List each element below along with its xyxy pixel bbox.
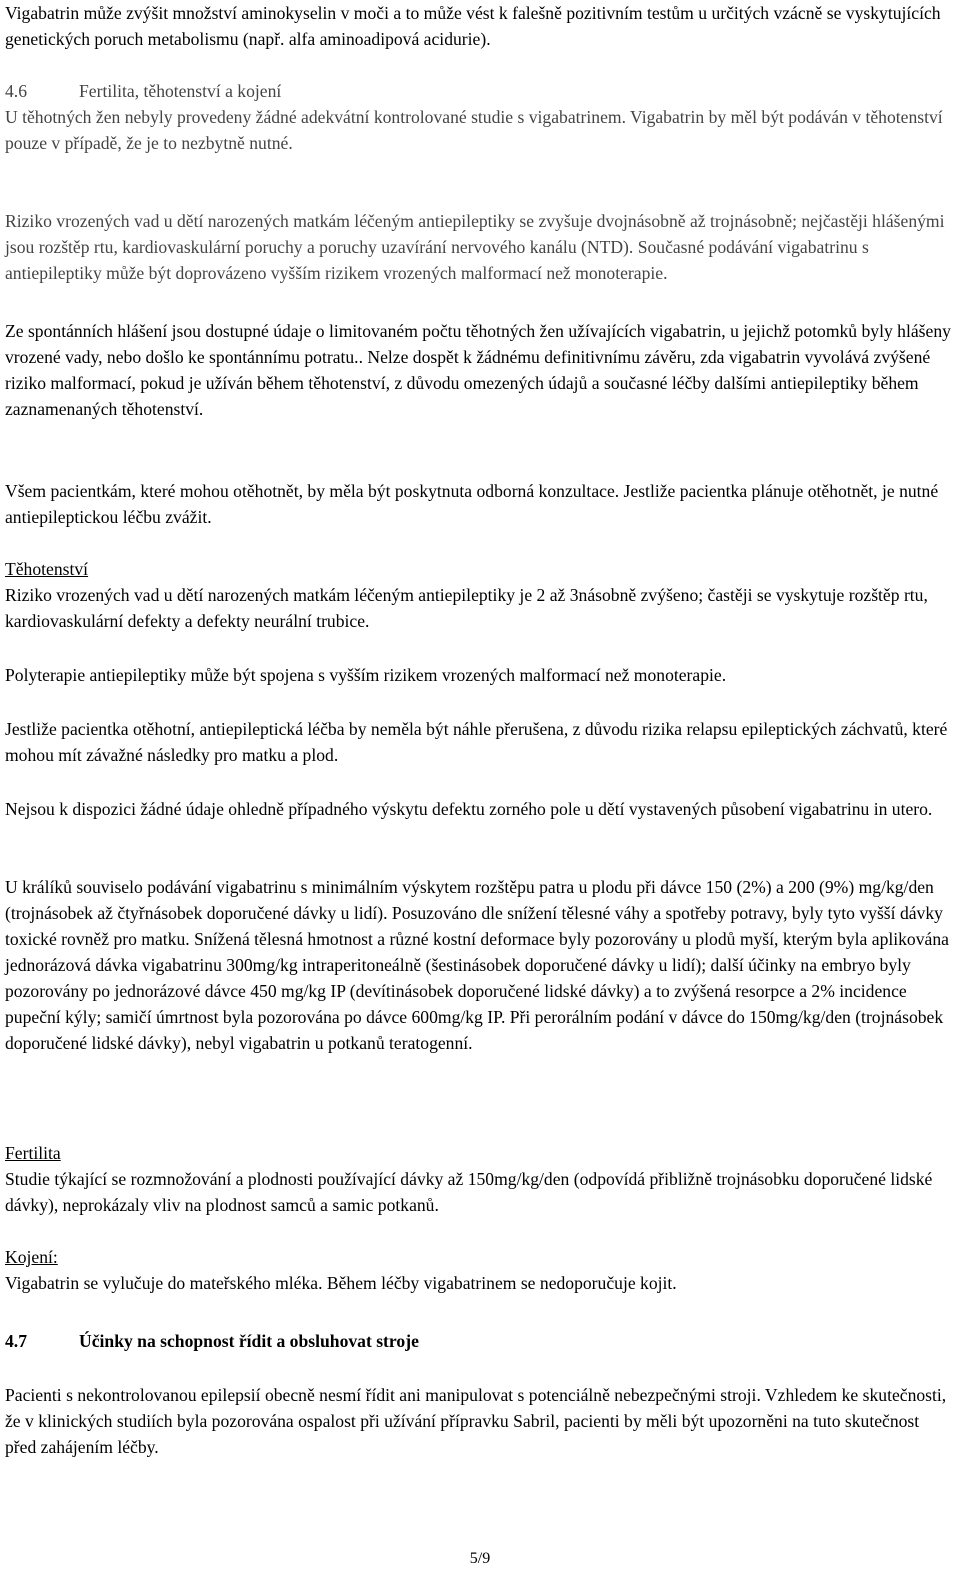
section-4-7-heading [5,1328,419,1354]
visual-field-paragraph: Nejsou k dispozici žádné údaje ohledně případného výskytu defektu zorného pole u dětí vystavených působení vigabatrinu in utero. [5,799,933,819]
pregnancy-risk-paragraph: Riziko vrozených vad u dětí narozených matkám léčeným antiepileptiky je 2 až 3násobně zvýšeno; častěji se vyskytuje rozštěp rtu, kardiovaskulární defekty a defekty neurální trubice. [5,585,928,631]
spontaneous-reports-paragraph: Ze spontánních hlášení jsou dostupné údaje o limitovaném počtu těhotných žen užívajících vigabatrin, u jejichž potomků byly hlášeny vrozené vady, nebo došlo ke spontánnímu potratu.. Nelze dospět k žádnému definitivnímu závěru, zda vigabatrin vyvolává zvýšené riziko malformací, pokud je užíván během těhotenství, z důvodu omezených údajů a současné léčby dalšími antiepileptiky během zaznamenaných těhotenství. [5,321,951,419]
polytherapy-paragraph: Polyterapie antiepileptiky může být spojena s vyšším rizikem vrozených malformací než monoterapie. [5,665,727,685]
page-number: 5/9 [469,1550,491,1567]
section-4-6-heading [5,78,281,104]
pregnancy-studies-paragraph: U těhotných žen nebyly provedeny žádné adekvátní kontrolované studie s vigabatrinem. Vigabatrin by měl být podáván v těhotenství pouze v případě, že je to nezbytně nutné. [5,107,943,153]
birth-defects-risk-paragraph: Riziko vrozených vad u dětí narozených matkám léčeným antiepileptiky se zvyšuje dvojnásobně až trojnásobně; nejčastěji hlášenými jsou rozštěp rtu, kardiovaskulární poruchy a poruchy uzavírání nervového kanálu (NTD). Současné podávání vigabatrinu s antiepileptiky může být doprovázeno vyšším rizikem vrozených malformací než monoterapie. [5,211,945,283]
lactation-paragraph: Vigabatrin se vylučuje do mateřského mléka. Během léčby vigabatrinem se nedoporučuje kojit. [5,1273,677,1293]
treatment-continuation-paragraph: Jestliže pacientka otěhotní, antiepileptická léčba by neměla být náhle přerušena, z důvodu rizika relapsu epileptických záchvatů, které mohou mít závažné následky pro matku a plod. [5,719,948,765]
intro-paragraph: Vigabatrin může zvýšit množství aminokyselin v moči a to může vést k falešně pozitivním testům u určitých vzácně se vyskytujících genetických poruch metabolismu (např. alfa aminoadipová acidurie). [5,3,941,49]
counselling-paragraph: Všem pacientkám, které mohou otěhotnět, by měla být poskytnuta odborná konzultace. Jestliže pacientka plánuje otěhotnět, je nutné antiepileptickou léčbu zvážit. [5,481,939,527]
fertility-paragraph: Studie týkající se rozmnožování a plodnosti používající dávky až 150mg/kg/den (odpovídá přibližně trojnásobku doporučené lidské dávky), neprokázaly vliv na plodnost samců a samic potkanů. [5,1169,933,1215]
animal-studies-paragraph: U králíků souviselo podávání vigabatrinu s minimálním výskytem rozštěpu patra u plodu při dávce 150 (2%) a 200 (9%) mg/kg/den (trojnásobek až čtyřnásobek doporučené dávky u lidí). Posuzováno dle snížení tělesné váhy a spotřeby potravy, byly tyto vyšší dávky toxické rovněž pro matku. Snížená tělesná hmotnost a různé kostní deformace byly pozorovány u plodů myší, kterým byla aplikována jednorázová dávka vigabatrinu 300mg/kg intraperitoneálně (šestinásobek doporučené dávky u lidí); další účinky na embryo byly pozorovány po jednorázové dávce 450 mg/kg IP (devítinásobek doporučené lidské dávky) a to zvýšená resorpce a 2% incidence pupeční kýly; samičí úmrtnost byla pozorována po dávce 600mg/kg IP. Při perorálním podání v dávce do 150mg/kg/den (trojnásobek doporučené lidské dávky), nebyl vigabatrin u potkanů teratogenní. [5,877,949,1053]
lactation-subheading: Kojení: [5,1247,58,1267]
section-4-7-number: 4.7 [5,1331,27,1351]
pregnancy-subheading: Těhotenství [5,559,89,579]
section-4-7-title: Účinky na schopnost řídit a obsluhovat stroje [79,1331,419,1351]
section-4-6-number: 4.6 [5,81,27,101]
section-4-6-title: Fertilita, těhotenství a kojení [79,81,282,101]
fertility-subheading: Fertilita [5,1143,61,1163]
driving-paragraph: Pacienti s nekontrolovanou epilepsií obecně nesmí řídit ani manipulovat s potenciálně nebezpečnými stroji. Vzhledem ke skutečnosti, že v klinických studiích byla pozorována ospalost při užívání přípravku Sabril, pacienti by měli být upozorněni na tuto skutečnost před zahájením léčby. [5,1385,947,1457]
